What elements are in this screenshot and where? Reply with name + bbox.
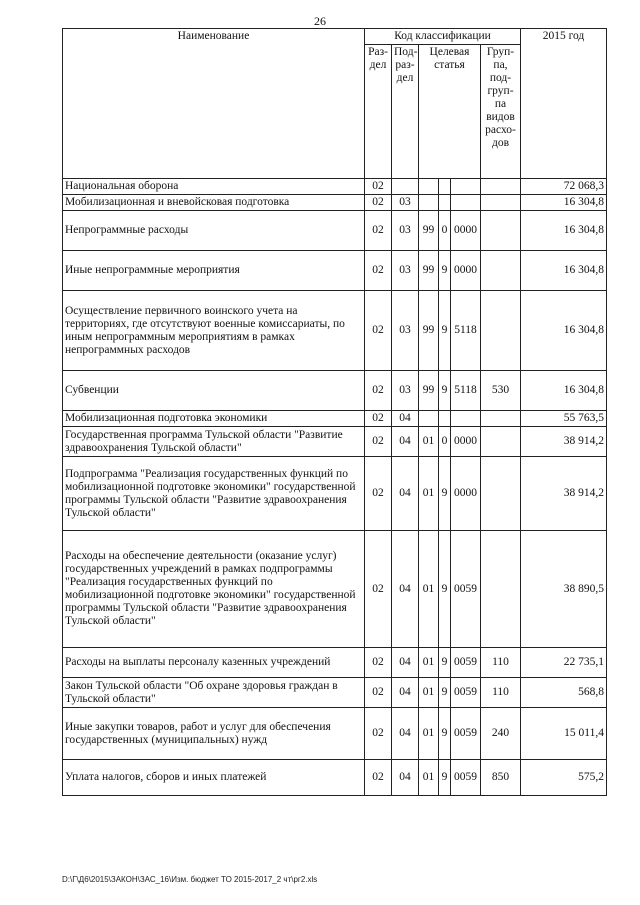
row-podrazdel: 03 — [392, 371, 419, 411]
row-razdel: 02 — [365, 708, 392, 760]
row-cs-subprogram: 9 — [439, 457, 451, 531]
row-vid-rashodov: 110 — [481, 648, 521, 678]
row-podrazdel: 04 — [392, 427, 419, 457]
row-name: Субвенции — [63, 371, 365, 411]
row-podrazdel: 03 — [392, 251, 419, 291]
row-cs-program: 99 — [419, 251, 439, 291]
row-podrazdel: 04 — [392, 411, 419, 427]
row-name: Подпрограмма "Реализация государственных функций по мобилизационной подготовке экономики" государственной программы Тульской области "Развитие здравоохранения Тульской области" — [63, 457, 365, 531]
row-podrazdel: 04 — [392, 760, 419, 796]
row-name: Мобилизационная и вневойсковая подготовка — [63, 195, 365, 211]
row-cs-program — [419, 411, 439, 427]
table-row — [63, 411, 607, 427]
row-vid-rashodov — [481, 195, 521, 211]
row-cs-direction: 0059 — [451, 678, 481, 708]
row-cs-subprogram: 9 — [439, 251, 451, 291]
row-cs-subprogram — [439, 195, 451, 211]
table-row — [63, 211, 607, 251]
row-cs-subprogram: 9 — [439, 708, 451, 760]
header-gruppa: Груп- па, под- груп- па видов расхо- дов — [481, 45, 521, 179]
row-podrazdel — [392, 179, 419, 195]
row-razdel: 02 — [365, 251, 392, 291]
row-podrazdel: 03 — [392, 211, 419, 251]
row-cs-program: 01 — [419, 678, 439, 708]
row-razdel: 02 — [365, 195, 392, 211]
header-year: 2015 год — [521, 29, 607, 179]
header-code: Код классификации — [365, 29, 521, 45]
table-row — [63, 371, 607, 411]
row-name: Осуществление первичного воинского учета на территориях, где отсутствуют военные комиссариаты, по иным непрограммным мероприятиям в рамках непрограммных расходов — [63, 291, 365, 371]
row-podrazdel: 04 — [392, 708, 419, 760]
row-name: Национальная оборона — [63, 179, 365, 195]
row-cs-direction: 0000 — [451, 211, 481, 251]
row-name: Уплата налогов, сборов и иных платежей — [63, 760, 365, 796]
row-sum: 575,2 — [521, 760, 607, 796]
row-razdel: 02 — [365, 648, 392, 678]
row-sum: 38 890,5 — [521, 531, 607, 648]
row-cs-program: 01 — [419, 708, 439, 760]
row-cs-direction: 5118 — [451, 291, 481, 371]
row-name: Расходы на обеспечение деятельности (оказание услуг) государственных учреждений в рамках подпрограммы "Реализация государственных функций по мобилизационной подготовке экономики" государственной программы Тульской области "Развитие здравоохранения Тульской области" — [63, 531, 365, 648]
table-row — [63, 648, 607, 678]
table-row — [63, 457, 607, 531]
row-razdel: 02 — [365, 678, 392, 708]
row-cs-direction — [451, 195, 481, 211]
row-vid-rashodov — [481, 411, 521, 427]
table-row — [63, 708, 607, 760]
row-vid-rashodov — [481, 457, 521, 531]
row-vid-rashodov: 110 — [481, 678, 521, 708]
header-podrazdel: Под- раз- дел — [392, 45, 419, 179]
row-vid-rashodov: 530 — [481, 371, 521, 411]
row-cs-subprogram — [439, 179, 451, 195]
row-razdel: 02 — [365, 427, 392, 457]
budget-table — [62, 28, 607, 796]
row-cs-program: 01 — [419, 531, 439, 648]
table-row — [63, 195, 607, 211]
table-row — [63, 760, 607, 796]
table-row — [63, 531, 607, 648]
row-cs-direction — [451, 179, 481, 195]
row-cs-direction: 0059 — [451, 760, 481, 796]
row-sum: 16 304,8 — [521, 291, 607, 371]
row-podrazdel: 04 — [392, 457, 419, 531]
page-number: 26 — [314, 14, 326, 28]
table-row — [63, 179, 607, 195]
row-cs-subprogram: 0 — [439, 211, 451, 251]
row-vid-rashodov — [481, 291, 521, 371]
row-razdel: 02 — [365, 371, 392, 411]
row-razdel: 02 — [365, 211, 392, 251]
row-cs-program — [419, 179, 439, 195]
row-sum: 16 304,8 — [521, 195, 607, 211]
row-razdel: 02 — [365, 291, 392, 371]
row-cs-direction: 0059 — [451, 708, 481, 760]
row-sum: 568,8 — [521, 678, 607, 708]
file-path-footer: D:\Г\Д6\2015\ЗАКОН\ЗАС_16\Изм. бюджет ТО 2015-2017_2 чт\рг2.xls — [62, 875, 318, 884]
row-cs-direction: 0000 — [451, 427, 481, 457]
row-cs-program: 01 — [419, 760, 439, 796]
row-sum: 38 914,2 — [521, 427, 607, 457]
row-name: Иные закупки товаров, работ и услуг для обеспечения государственных (муниципальных) нужд — [63, 708, 365, 760]
table-row — [63, 291, 607, 371]
row-name: Иные непрограммные мероприятия — [63, 251, 365, 291]
row-cs-program: 99 — [419, 371, 439, 411]
row-razdel: 02 — [365, 531, 392, 648]
row-sum: 15 011,4 — [521, 708, 607, 760]
row-cs-subprogram: 9 — [439, 531, 451, 648]
row-vid-rashodov — [481, 251, 521, 291]
row-razdel: 02 — [365, 411, 392, 427]
row-vid-rashodov — [481, 211, 521, 251]
row-sum: 38 914,2 — [521, 457, 607, 531]
row-cs-direction: 0059 — [451, 531, 481, 648]
row-cs-direction: 0000 — [451, 457, 481, 531]
row-sum: 72 068,3 — [521, 179, 607, 195]
row-cs-program: 01 — [419, 427, 439, 457]
row-podrazdel: 03 — [392, 291, 419, 371]
row-cs-subprogram: 9 — [439, 371, 451, 411]
row-sum: 55 763,5 — [521, 411, 607, 427]
table-row — [63, 427, 607, 457]
row-name: Непрограммные расходы — [63, 211, 365, 251]
row-cs-program — [419, 195, 439, 211]
row-sum: 16 304,8 — [521, 371, 607, 411]
row-cs-program: 01 — [419, 648, 439, 678]
row-name: Государственная программа Тульской области "Развитие здравоохранения Тульской области" — [63, 427, 365, 457]
row-vid-rashodov — [481, 427, 521, 457]
table-row — [63, 251, 607, 291]
header-name: Наименование — [63, 29, 365, 179]
row-podrazdel: 04 — [392, 648, 419, 678]
row-cs-direction — [451, 411, 481, 427]
row-razdel: 02 — [365, 179, 392, 195]
row-cs-subprogram: 0 — [439, 427, 451, 457]
row-sum: 22 735,1 — [521, 648, 607, 678]
table-row — [63, 678, 607, 708]
row-vid-rashodov: 240 — [481, 708, 521, 760]
row-cs-subprogram: 9 — [439, 648, 451, 678]
row-cs-subprogram: 9 — [439, 291, 451, 371]
row-cs-direction: 0059 — [451, 648, 481, 678]
row-name: Закон Тульской области "Об охране здоровья граждан в Тульской области" — [63, 678, 365, 708]
row-name: Расходы на выплаты персоналу казенных учреждений — [63, 648, 365, 678]
row-cs-program: 01 — [419, 457, 439, 531]
row-sum: 16 304,8 — [521, 251, 607, 291]
row-cs-subprogram: 9 — [439, 678, 451, 708]
row-cs-program: 99 — [419, 211, 439, 251]
row-sum: 16 304,8 — [521, 211, 607, 251]
row-vid-rashodov — [481, 179, 521, 195]
row-podrazdel: 04 — [392, 678, 419, 708]
row-vid-rashodov — [481, 531, 521, 648]
row-cs-direction: 0000 — [451, 251, 481, 291]
row-cs-subprogram: 9 — [439, 760, 451, 796]
row-cs-direction: 5118 — [451, 371, 481, 411]
row-podrazdel: 03 — [392, 195, 419, 211]
header-celevaya-statya: Целевая статья — [419, 45, 481, 179]
row-name: Мобилизационная подготовка экономики — [63, 411, 365, 427]
row-podrazdel: 04 — [392, 531, 419, 648]
row-vid-rashodov: 850 — [481, 760, 521, 796]
header-razdel: Раз- дел — [365, 45, 392, 179]
row-cs-subprogram — [439, 411, 451, 427]
row-razdel: 02 — [365, 457, 392, 531]
row-razdel: 02 — [365, 760, 392, 796]
row-cs-program: 99 — [419, 291, 439, 371]
